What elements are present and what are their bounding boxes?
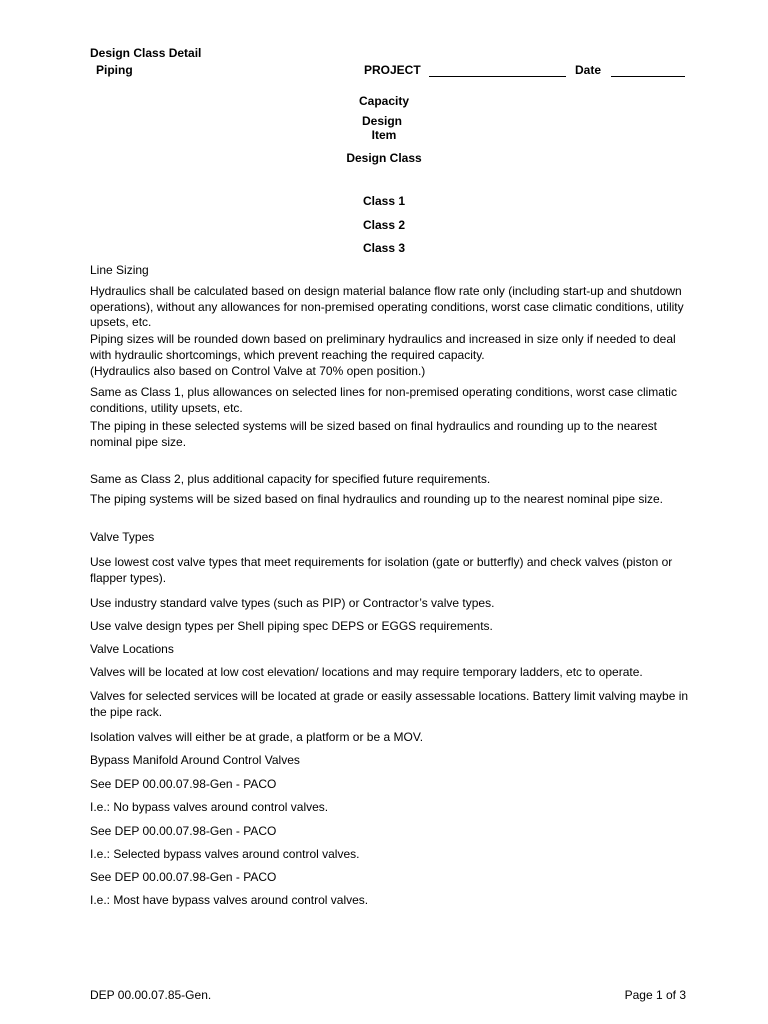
valve-locations-class3: Isolation valves will either be at grade, a platform or be a MOV. bbox=[90, 730, 424, 744]
project-blank-line bbox=[429, 76, 566, 77]
valve-locations-class1: Valves will be located at low cost elevation/ locations and may require temporary ladders, etc to operate. bbox=[90, 665, 643, 679]
line-sizing-class1-paragraph-1: Hydraulics shall be calculated based on design material balance flow rate only (including start-up and shutdown operations), without any allowances for non-premised operating conditions, worst case climatic conditions, utility upsets, etc. bbox=[90, 284, 684, 329]
bypass-class1-note: I.e.: No bypass valves around control valves. bbox=[90, 800, 329, 814]
bypass-class3-reference: See DEP 00.00.07.98-Gen - PACO bbox=[90, 870, 277, 884]
section-bypass-manifold: Bypass Manifold Around Control Valves bbox=[90, 753, 300, 767]
capacity-heading: Capacity bbox=[358, 94, 410, 108]
document-subtitle: Piping bbox=[96, 63, 133, 77]
line-sizing-class3-paragraph-1: Same as Class 2, plus additional capacity for specified future requirements. bbox=[90, 472, 491, 486]
valve-types-class1: Use lowest cost valve types that meet requirements for isolation (gate or butterfly) and check valves (piston or flapper types). bbox=[90, 555, 673, 585]
bypass-class3-note: I.e.: Most have bypass valves around control valves. bbox=[90, 893, 369, 907]
project-label: PROJECT bbox=[364, 63, 421, 77]
bypass-class2-reference: See DEP 00.00.07.98-Gen - PACO bbox=[90, 824, 277, 838]
line-sizing-class2-paragraph-2: The piping in these selected systems will be sized based on final hydraulics and rounding up to the nearest nominal pipe size. bbox=[90, 419, 658, 449]
footer-page-number: Page 1 of 3 bbox=[624, 988, 686, 1002]
valve-locations-class2: Valves for selected services will be located at grade or easily assessable locations. Battery limit valving maybe in the pipe rack. bbox=[90, 689, 689, 719]
section-line-sizing: Line Sizing bbox=[90, 263, 149, 277]
section-valve-locations: Valve Locations bbox=[90, 642, 174, 656]
class-2-heading: Class 2 bbox=[362, 218, 406, 232]
class-3-heading: Class 3 bbox=[362, 241, 406, 255]
design-heading: Design bbox=[361, 114, 402, 128]
design-class-heading: Design Class bbox=[346, 151, 422, 165]
line-sizing-class1-paragraph-3: (Hydraulics also based on Control Valve at 70% open position.) bbox=[90, 364, 426, 378]
valve-types-class3: Use valve design types per Shell piping spec DEPS or EGGS requirements. bbox=[90, 619, 493, 633]
line-sizing-class1-paragraph-2: Piping sizes will be rounded down based on preliminary hydraulics and increased in size only if needed to deal with hydraulic shortcomings, which prevent reaching the required capacity. bbox=[90, 332, 676, 362]
line-sizing-class2-paragraph-1: Same as Class 1, plus allowances on selected lines for non-premised operating conditions, worst case climatic conditions, utility upsets, etc. bbox=[90, 385, 677, 415]
line-sizing-class3-paragraph-2: The piping systems will be sized based on final hydraulics and rounding up to the nearest nominal pipe size. bbox=[90, 492, 663, 506]
date-label: Date bbox=[575, 63, 602, 77]
bypass-class2-note: I.e.: Selected bypass valves around control valves. bbox=[90, 847, 360, 861]
item-heading: Item bbox=[371, 128, 397, 142]
section-valve-types: Valve Types bbox=[90, 530, 155, 544]
document-title: Design Class Detail bbox=[90, 46, 202, 60]
footer-document-reference: DEP 00.00.07.85-Gen. bbox=[90, 988, 212, 1002]
class-1-heading: Class 1 bbox=[362, 194, 406, 208]
valve-types-class2: Use industry standard valve types (such as PIP) or Contractor’s valve types. bbox=[90, 596, 495, 610]
date-blank-line bbox=[611, 76, 685, 77]
bypass-class1-reference: See DEP 00.00.07.98-Gen - PACO bbox=[90, 777, 277, 791]
